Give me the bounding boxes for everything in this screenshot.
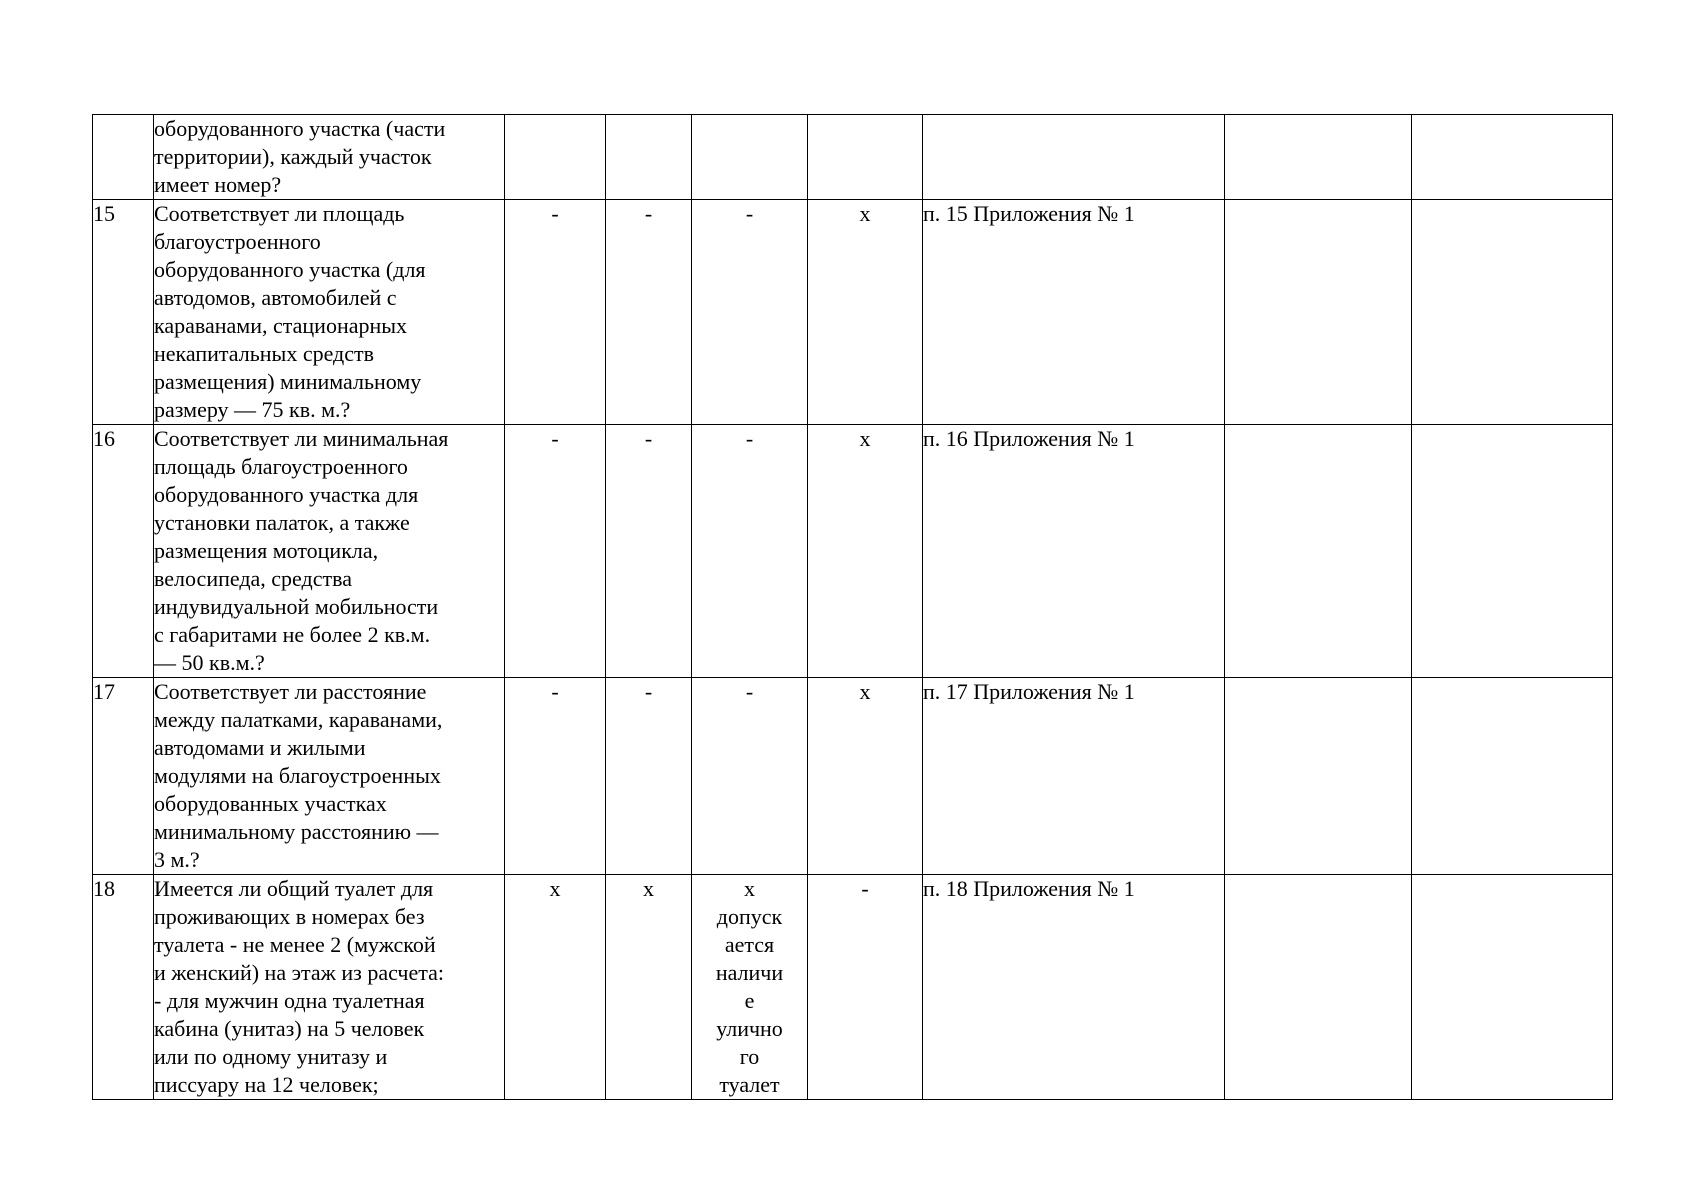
cell-col2: - [606, 200, 692, 425]
cell-col4: х [808, 425, 923, 678]
cell-col1 [505, 115, 606, 200]
row-number: 17 [93, 678, 154, 875]
cell-col3: - [692, 425, 808, 678]
cell-col2: - [606, 678, 692, 875]
empty-cell [1225, 425, 1412, 678]
row-number [93, 115, 154, 200]
cell-col3: х допуск ается наличи е улично го туалет [692, 875, 808, 1100]
cell-col2: х [606, 875, 692, 1100]
empty-cell [1412, 678, 1613, 875]
cell-col2 [606, 115, 692, 200]
cell-col4: - [808, 875, 923, 1100]
question-text: Имеется ли общий туалет для проживающих в номерах без туалета - не менее 2 (мужской и женский) на этаж из расчета: - для мужчин одна туалетная кабина (унитаз) на 5 человек или по одному унитазу и писсуару на 12 человек; [154, 875, 505, 1100]
cell-col1: - [505, 678, 606, 875]
cell-col1: х [505, 875, 606, 1100]
question-text: оборудованного участка (части территории), каждый участок имеет номер? [154, 115, 505, 200]
reference-cell: п. 18 Приложения № 1 [923, 875, 1225, 1100]
empty-cell [1412, 200, 1613, 425]
cell-col1: - [505, 200, 606, 425]
cell-col4: х [808, 678, 923, 875]
table-row [93, 875, 1613, 1100]
table-row [93, 115, 1613, 200]
empty-cell [1225, 115, 1412, 200]
empty-cell [1225, 875, 1412, 1100]
empty-cell [1412, 875, 1613, 1100]
reference-cell: п. 16 Приложения № 1 [923, 425, 1225, 678]
checklist-table [92, 114, 1613, 1100]
question-text: Соответствует ли площадь благоустроенного оборудованного участка (для автодомов, автомобилей с караванами, стационарных некапитальных средств размещения) минимальному размеру — 75 кв. м.? [154, 200, 505, 425]
row-number: 16 [93, 425, 154, 678]
table-row [93, 678, 1613, 875]
empty-cell [1412, 425, 1613, 678]
cell-col3: - [692, 200, 808, 425]
question-text: Соответствует ли расстояние между палатками, караванами, автодомами и жилыми модулями на благоустроенных оборудованных участках минимальному расстоянию — 3 м.? [154, 678, 505, 875]
cell-col3: - [692, 678, 808, 875]
cell-col1: - [505, 425, 606, 678]
cell-col2: - [606, 425, 692, 678]
reference-cell: п. 15 Приложения № 1 [923, 200, 1225, 425]
empty-cell [1412, 115, 1613, 200]
cell-col4: х [808, 200, 923, 425]
empty-cell [1225, 678, 1412, 875]
cell-col4 [808, 115, 923, 200]
reference-cell: п. 17 Приложения № 1 [923, 678, 1225, 875]
table-row [93, 200, 1613, 425]
table-row [93, 425, 1613, 678]
row-number: 15 [93, 200, 154, 425]
reference-cell [923, 115, 1225, 200]
cell-col3 [692, 115, 808, 200]
question-text: Соответствует ли минимальная площадь благоустроенного оборудованного участка для установки палаток, а также размещения мотоцикла, велосипеда, средства индувидуальной мобильности с габаритами не более 2 кв.м. — 50 кв.м.? [154, 425, 505, 678]
empty-cell [1225, 200, 1412, 425]
row-number: 18 [93, 875, 154, 1100]
